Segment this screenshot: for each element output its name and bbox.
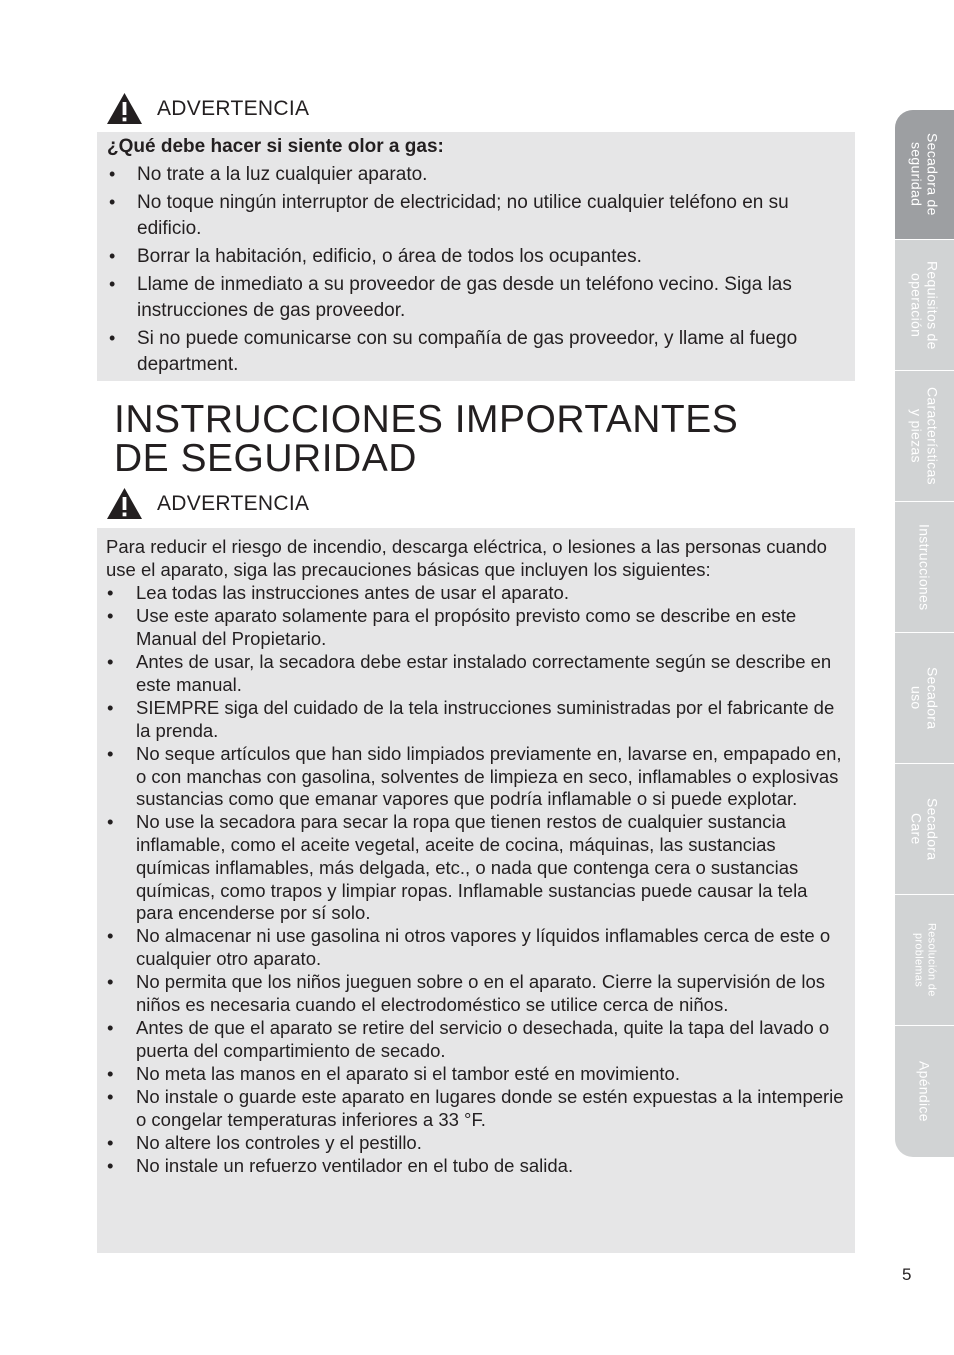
list-item: • Use este aparato solamente para el propósito previsto como se describe en este Manual del Propietario. — [106, 605, 847, 650]
page-title-line-1: INSTRUCCIONES IMPORTANTES — [114, 398, 739, 441]
warning-triangle-icon — [106, 92, 143, 125]
list-item: • Lea todas las instrucciones antes de usar el aparato. — [106, 582, 847, 605]
tab-resolucion-de-problemas[interactable] — [895, 895, 954, 1026]
list-item: • No trate a la luz cualquier aparato. — [107, 162, 845, 188]
list-item: • Antes de que el aparato se retire del servicio o desechada, quite la tapa del lavado o puerta del compartimiento de secado. — [106, 1017, 847, 1062]
list-item: • Llame de inmediato a su proveedor de gas desde un teléfono vecino. Siga las instrucciones de gas proveedor. — [107, 272, 845, 324]
list-item: • No instale un refuerzo ventilador en el tubo de salida. — [106, 1155, 847, 1178]
list-item: • No almacenar ni use gasolina ni otros vapores y líquidos inflamables cerca de este o cualquier otro aparato. — [106, 925, 847, 970]
warning-triangle-icon — [106, 487, 143, 520]
tab-caracteristicas-y-piezas[interactable] — [895, 371, 954, 502]
tab-label: Características y piezas — [908, 387, 941, 485]
tab-requisitos-de-operacion[interactable] — [895, 240, 954, 371]
tab-instrucciones[interactable] — [895, 502, 954, 633]
side-tab-bar — [895, 110, 954, 1157]
list-item: • No seque artículos que han sido limpiados previamente en, lavarse en, empapado en, o con manchas con gasolina, solventes de limpieza en seco, inflamables o explosivas sustancias como que emanar vapores que podría inflamable o si puede explotar. — [106, 743, 847, 811]
tab-label: Requisitos de operación — [908, 260, 941, 350]
list-item: • SIEMPRE siga del cuidado de la tela instrucciones suministradas por el fabricante de la prenda. — [106, 697, 847, 742]
tab-label: Secadora de seguridad — [908, 133, 941, 216]
tab-label: Secadora uso — [908, 666, 941, 730]
tab-apendice[interactable] — [895, 1026, 954, 1157]
gas-instructions-list — [107, 162, 845, 378]
list-item: • No toque ningún interruptor de electricidad; no utilice cualquier teléfono en su edificio. — [107, 190, 845, 242]
warning-header-gas — [106, 92, 309, 125]
list-item: • No permita que los niños jueguen sobre o en el aparato. Cierre la supervisión de los niños es necesaria cuando el electrodoméstico se utilice cerca de niños. — [106, 971, 847, 1016]
warning-label: ADVERTENCIA — [157, 96, 310, 120]
warning-label: ADVERTENCIA — [157, 491, 310, 515]
gas-warning-box — [97, 132, 855, 381]
list-item: • No altere los controles y el pestillo. — [106, 1132, 847, 1155]
list-item: • Si no puede comunicarse con su compañía de gas proveedor, y llame al fuego department. — [107, 326, 845, 378]
page-number: 5 — [902, 1265, 912, 1284]
tab-secadora-de-seguridad[interactable] — [895, 110, 954, 240]
gas-question-title: ¿Qué debe hacer si siente olor a gas: — [107, 136, 444, 157]
safety-intro: Para reducir el riesgo de incendio, descarga eléctrica, o lesiones a las personas cuando use el aparato, siga las precauciones básicas que incluyen los siguientes: — [106, 536, 827, 580]
tab-secadora-care[interactable] — [895, 764, 954, 895]
tab-secadora-uso[interactable] — [895, 633, 954, 764]
tab-label: Resolución de problemas — [912, 923, 938, 997]
list-item: • Borrar la habitación, edificio, o área de todos los ocupantes. — [107, 244, 845, 270]
list-item: • No instale o guarde este aparato en lugares donde se estén expuestas a la intemperie o congelar temperaturas inferiores a 33 °F. — [106, 1086, 847, 1131]
page-title — [114, 400, 738, 478]
tab-label: Secadora Care — [908, 797, 941, 861]
tab-label: Apéndice — [916, 1061, 933, 1122]
warning-header-safety — [106, 487, 309, 520]
safety-warning-box — [97, 528, 855, 1253]
list-item: • Antes de usar, la secadora debe estar instalado correctamente según se describe en este manual. — [106, 651, 847, 696]
page-title-line-2: DE SEGURIDAD — [114, 437, 417, 480]
tab-label: Instrucciones — [916, 523, 933, 611]
list-item: • No use la secadora para secar la ropa que tienen restos de cualquier sustancia inflamable, como el aceite vegetal, aceite de cocina, máquinas, las sustancias químicas inflamables, más delgada, etc., o nada que contenga cera o sustancias químicas, como trapos y limpiar ropas. Inflamable sustancias puede causar la tela para encenderse por sí solo. — [106, 811, 847, 925]
list-item: • No meta las manos en el aparato si el tambor esté en movimiento. — [106, 1063, 847, 1086]
safety-instructions-list — [106, 582, 847, 1178]
